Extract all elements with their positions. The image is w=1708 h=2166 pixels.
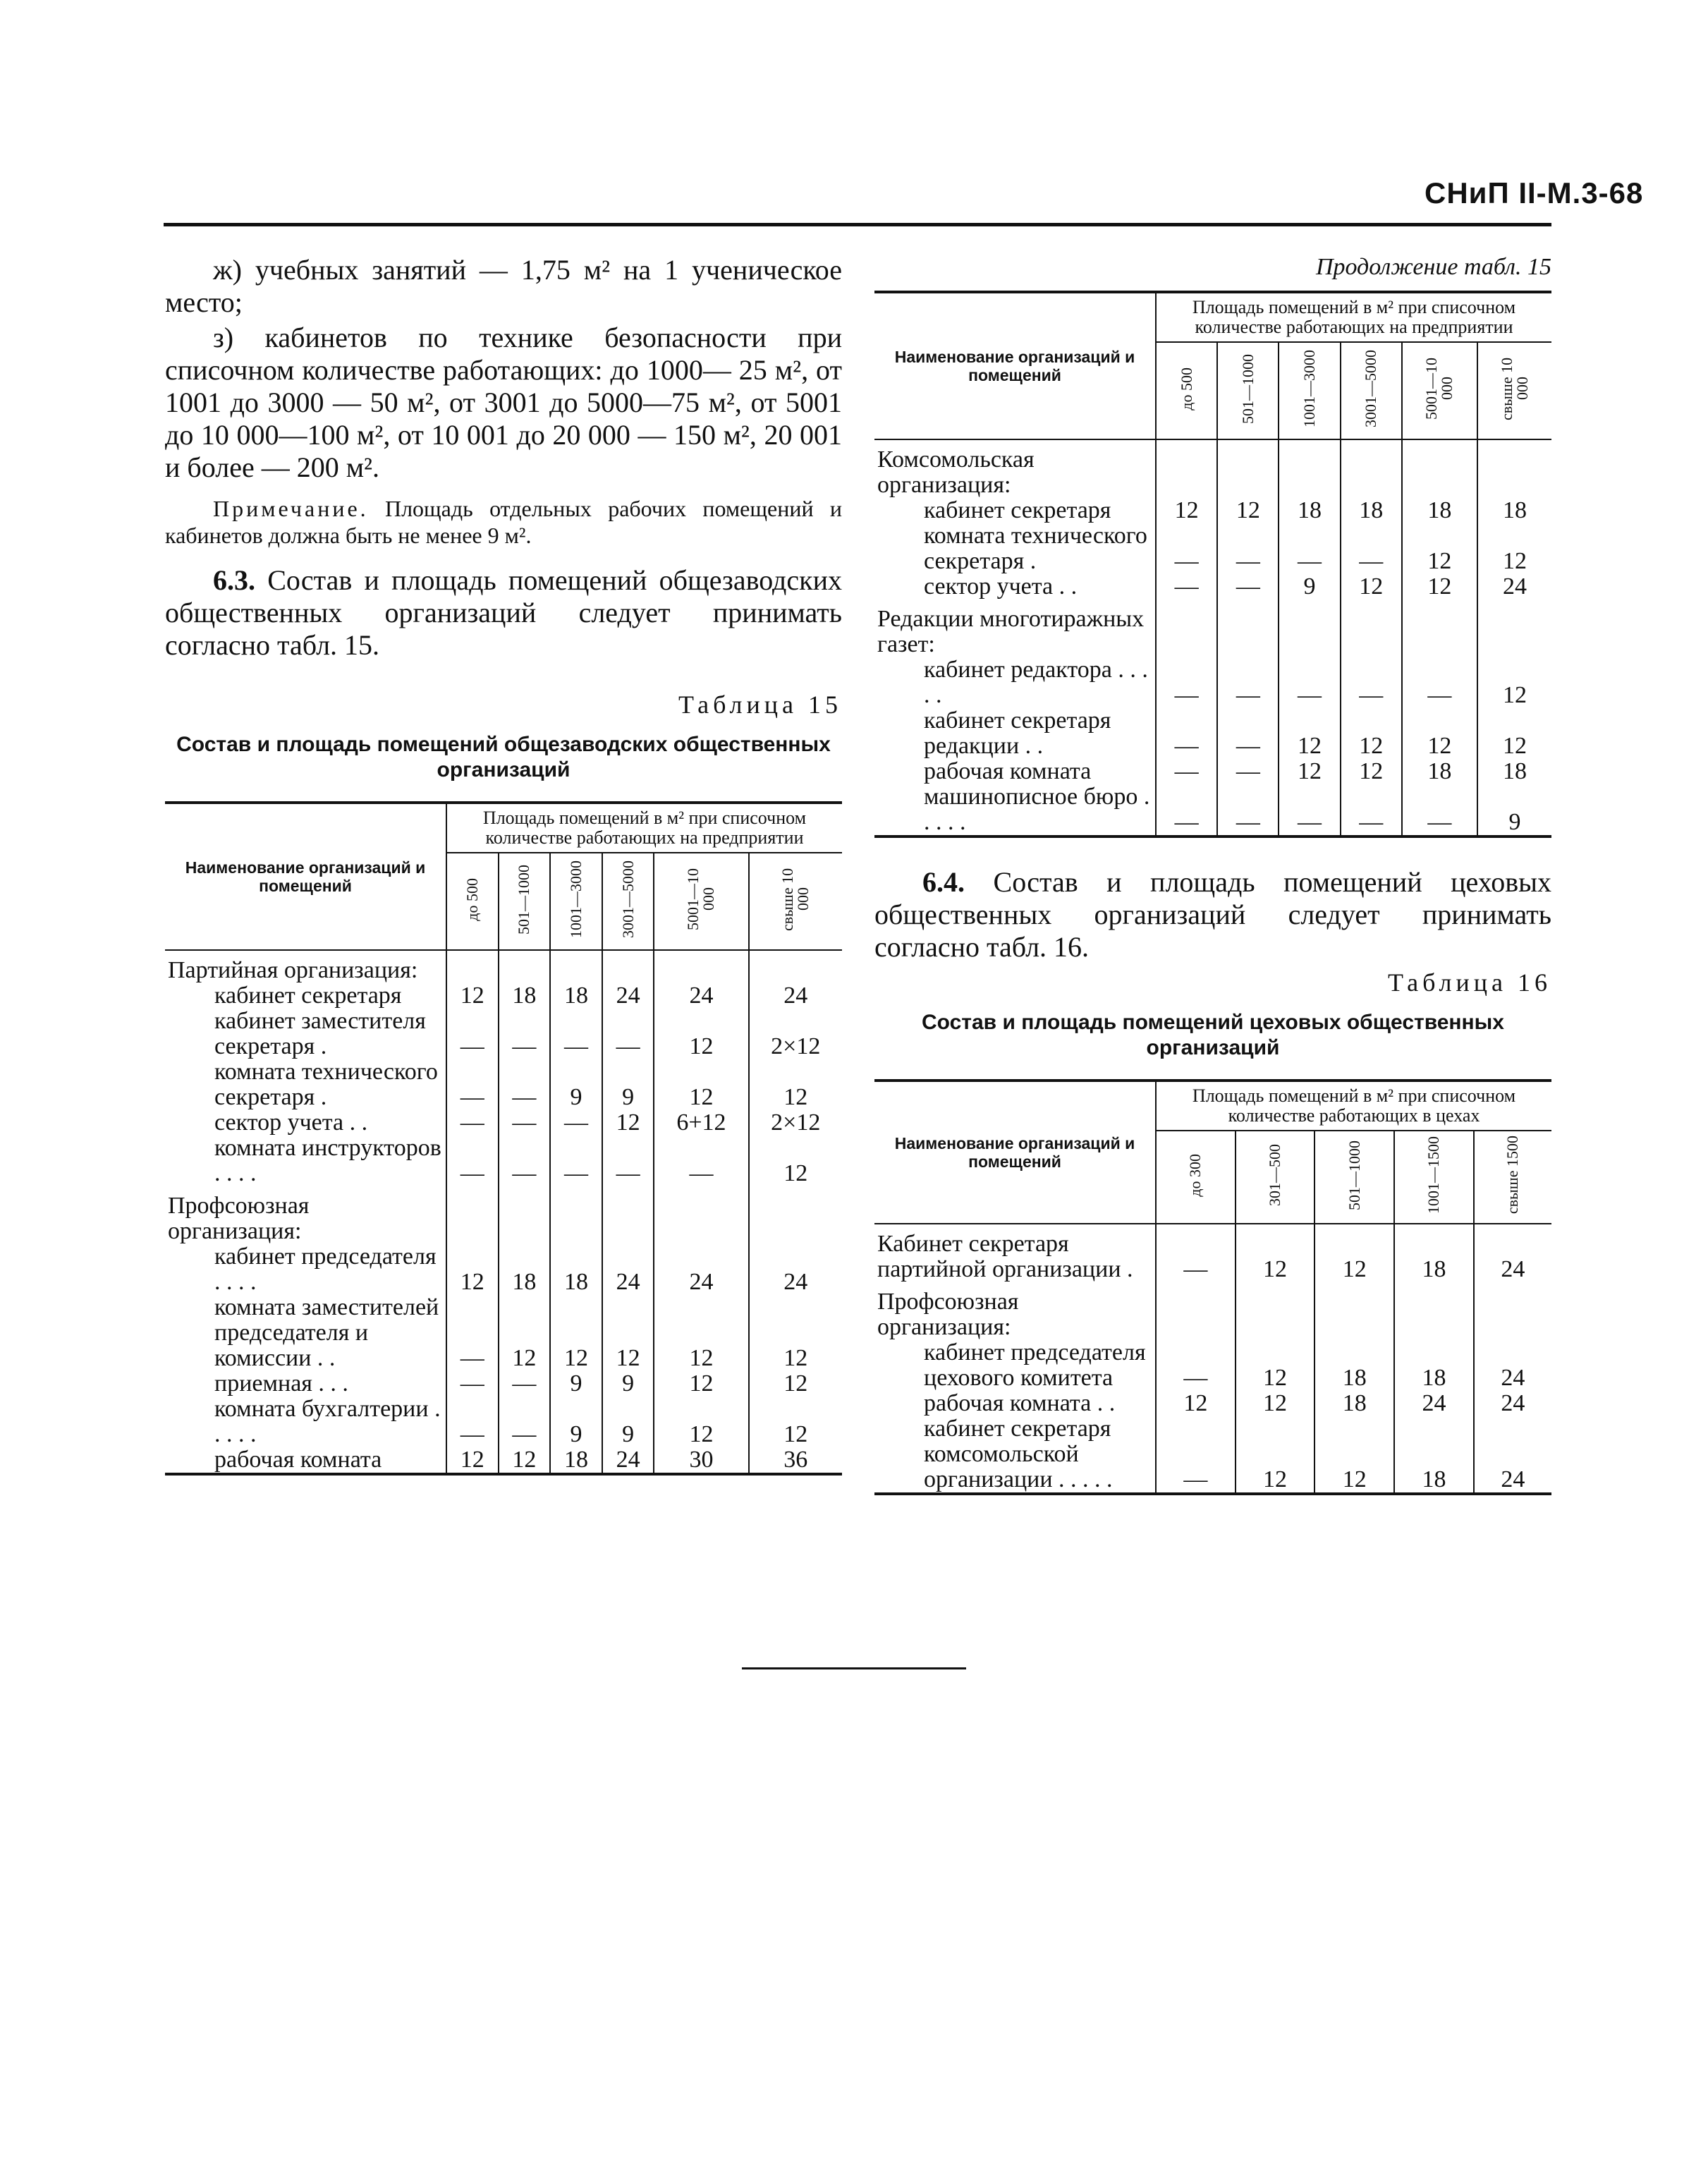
t15c-group-title: Редакции многотиражных газет: xyxy=(874,600,1156,657)
t15-row xyxy=(165,1059,842,1110)
table15c-col-group: Площадь помещений в м² при списочном количестве работающих на предприятии xyxy=(1156,292,1551,342)
t15-cell: 12 xyxy=(602,1110,654,1136)
para-z-text: з) кабинетов по технике безопасности при списочном количестве работающих: до 1000— 25 м², от 1001 до 3000 — 50 м², от 3001 до 5000—75 м², от 5001 до 10 000—100 м², от 10 001 до 20 000 — 150 м², 20 001 и более — 200 м². xyxy=(165,322,842,483)
t15-cell xyxy=(499,950,551,983)
t15c-range-label: 501—1000 xyxy=(1238,353,1257,424)
t16-cell: 24 xyxy=(1474,1416,1551,1494)
t15-cell: — xyxy=(499,1136,551,1186)
t15c-cell: 18 xyxy=(1341,498,1402,523)
t15-cell: 18 xyxy=(550,1244,602,1295)
t15-cell: 30 xyxy=(654,1447,748,1474)
t16-row-name: кабинет секретаря комсомольской организации . . . . . xyxy=(874,1416,1156,1494)
table15-label: Таблица 15 xyxy=(678,690,842,719)
t16-cell: 18 xyxy=(1314,1391,1394,1416)
t15c-cell xyxy=(1477,439,1551,498)
t15c-cell: 24 xyxy=(1477,574,1551,600)
t15-range-5 xyxy=(749,853,843,950)
t16-cell: 12 xyxy=(1236,1340,1315,1391)
t15-row xyxy=(165,1371,842,1397)
t15-cell: — xyxy=(654,1136,748,1186)
t15c-row-name: кабинет редактора . . . . . xyxy=(874,657,1156,708)
section-6-4 xyxy=(874,866,1551,963)
t16-range-1 xyxy=(1236,1131,1315,1224)
section-6-3-number: 6.3. xyxy=(213,564,255,596)
t15c-cell: 12 xyxy=(1156,498,1217,523)
t15c-cell: — xyxy=(1156,523,1217,574)
t16-cell: 18 xyxy=(1314,1340,1394,1391)
t15c-cell: 12 xyxy=(1402,708,1477,759)
t15-row-name: приемная . . . xyxy=(165,1371,446,1397)
table15c-body xyxy=(874,439,1551,836)
t15-cell: — xyxy=(602,1136,654,1186)
t15-cell: 12 xyxy=(654,1371,748,1397)
t16-cell: 12 xyxy=(1156,1391,1236,1416)
t15-cell: — xyxy=(499,1009,551,1059)
t15c-cell: 12 xyxy=(1402,523,1477,574)
t15-cell: — xyxy=(446,1110,499,1136)
t15c-row-name: сектор учета . . xyxy=(874,574,1156,600)
t15c-row xyxy=(874,574,1551,600)
t15-cell xyxy=(499,1186,551,1244)
t15c-cell xyxy=(1217,439,1279,498)
t16-cell: 12 xyxy=(1236,1391,1315,1416)
t16-cell: 18 xyxy=(1394,1224,1474,1282)
t16-range-label: 501—1000 xyxy=(1345,1140,1363,1210)
t15-cell: 12 xyxy=(654,1295,748,1371)
t15-cell xyxy=(654,950,748,983)
section-6-4-number: 6.4. xyxy=(922,866,965,898)
t15-cell: 12 xyxy=(749,1397,843,1447)
t16-row xyxy=(874,1416,1551,1494)
t15c-cell xyxy=(1217,600,1279,657)
t15c-cell: — xyxy=(1217,759,1279,784)
t15-cell xyxy=(749,1186,843,1244)
t15c-range-label: 5001—10 000 xyxy=(1422,358,1456,420)
t15c-row-name: рабочая комната xyxy=(874,759,1156,784)
t15-cell: 24 xyxy=(654,983,748,1009)
t15-row xyxy=(165,1447,842,1474)
t15-range-label: 1001—3000 xyxy=(566,860,585,938)
t15-cell: 9 xyxy=(550,1059,602,1110)
t16-cell: 24 xyxy=(1474,1340,1551,1391)
t16-range-0 xyxy=(1156,1131,1236,1224)
t15c-cell xyxy=(1477,600,1551,657)
left-column xyxy=(165,254,842,1476)
t15c-cell: — xyxy=(1402,784,1477,836)
t15-cell: — xyxy=(446,1009,499,1059)
t15-cell: 24 xyxy=(749,983,843,1009)
t15-cell: — xyxy=(446,1397,499,1447)
t15-range-label: до 500 xyxy=(463,877,481,921)
t15-row-name: сектор учета . . xyxy=(165,1110,446,1136)
t15-cell: 12 xyxy=(499,1447,551,1474)
t16-cell: 18 xyxy=(1394,1416,1474,1494)
t15c-cell: — xyxy=(1217,708,1279,759)
table15c-col-name: Наименование организаций и помещений xyxy=(874,292,1156,439)
t15-cell: 9 xyxy=(602,1059,654,1110)
t15-group-row xyxy=(165,950,842,983)
t15-row-name: кабинет председателя . . . . xyxy=(165,1244,446,1295)
t15-cell: 9 xyxy=(550,1371,602,1397)
t15-cell xyxy=(550,1186,602,1244)
t16-range-label: свыше 1500 xyxy=(1503,1136,1522,1215)
t15-cell: 12 xyxy=(654,1059,748,1110)
t15-cell: 18 xyxy=(499,1244,551,1295)
t16-cell: 12 xyxy=(1236,1416,1315,1494)
t16-cell: 12 xyxy=(1314,1224,1394,1282)
t15-cell: — xyxy=(446,1371,499,1397)
t15c-range-1 xyxy=(1217,342,1279,439)
table16-col-name: Наименование организаций и помещений xyxy=(874,1081,1156,1224)
t16-row xyxy=(874,1340,1551,1391)
t16-row xyxy=(874,1224,1551,1282)
t15-row-name: комната инструкторов . . . . xyxy=(165,1136,446,1186)
t15-range-1 xyxy=(499,853,551,950)
t15-cell: 12 xyxy=(602,1295,654,1371)
table16-body xyxy=(874,1224,1551,1494)
t15-cell xyxy=(654,1186,748,1244)
section-6-3 xyxy=(165,564,842,662)
t15c-cell: 18 xyxy=(1279,498,1340,523)
t16-cell: — xyxy=(1156,1340,1236,1391)
t15-cell: 9 xyxy=(602,1371,654,1397)
t15c-range-label: свыше 10 000 xyxy=(1497,357,1531,420)
t16-range-4 xyxy=(1474,1131,1551,1224)
t15-cell: 24 xyxy=(602,983,654,1009)
t16-range-3 xyxy=(1394,1131,1474,1224)
t15-row-name: кабинет секретаря xyxy=(165,983,446,1009)
t15-row xyxy=(165,1397,842,1447)
t15c-cell xyxy=(1156,439,1217,498)
t15c-cell: — xyxy=(1279,657,1340,708)
t15-range-4 xyxy=(654,853,748,950)
table15-continuation-label: Продолжение табл. 15 xyxy=(1315,254,1551,280)
t15c-cell xyxy=(1156,600,1217,657)
para-zh-text: ж) учебных занятий — 1,75 м² на 1 ученическое место; xyxy=(165,254,842,318)
t15c-cell: — xyxy=(1402,657,1477,708)
t15-group-row xyxy=(165,1186,842,1244)
t15-cell xyxy=(749,950,843,983)
t15-cell xyxy=(446,1186,499,1244)
table15-title: Состав и площадь помещений общезаводских общественных организаций xyxy=(176,733,831,781)
table16-col-group: Площадь помещений в м² при списочном количестве работающих в цехах xyxy=(1156,1081,1551,1131)
t15-cell: — xyxy=(602,1009,654,1059)
t15-cell: 24 xyxy=(749,1244,843,1295)
t16-cell xyxy=(1394,1282,1474,1340)
t15-cell: 18 xyxy=(550,983,602,1009)
t15-range-label: свыше 10 000 xyxy=(779,868,812,931)
t16-cell xyxy=(1474,1282,1551,1340)
t15-cell: — xyxy=(499,1059,551,1110)
t15-cell: 18 xyxy=(550,1447,602,1474)
t16-cell xyxy=(1314,1282,1394,1340)
t15-range-2 xyxy=(550,853,602,950)
t15-cell: 2×12 xyxy=(749,1110,843,1136)
t15c-range-label: 3001—5000 xyxy=(1362,350,1380,427)
t15c-cell xyxy=(1402,439,1477,498)
t15c-cell: — xyxy=(1341,523,1402,574)
t15c-cell: 12 xyxy=(1477,523,1551,574)
section-6-3-text: Состав и площадь помещений общезаводских общественных организаций следует принимать согласно табл. 15. xyxy=(165,564,843,661)
t16-cell: 12 xyxy=(1314,1416,1394,1494)
t16-cell: 24 xyxy=(1474,1391,1551,1416)
note xyxy=(165,495,842,549)
t16-group-row xyxy=(874,1282,1551,1340)
t15-row xyxy=(165,1009,842,1059)
t15-row xyxy=(165,1136,842,1186)
t15c-cell: — xyxy=(1341,657,1402,708)
t15c-cell xyxy=(1279,600,1340,657)
table15-continuation xyxy=(874,291,1551,838)
t15-range-label: 5001—10 000 xyxy=(684,868,718,930)
t15c-cell: 12 xyxy=(1217,498,1279,523)
t15-cell: 12 xyxy=(446,1244,499,1295)
t15c-cell: — xyxy=(1156,784,1217,836)
t15c-cell: — xyxy=(1156,574,1217,600)
t16-group-title: Профсоюзная организация: xyxy=(874,1282,1156,1340)
t15-row-name: рабочая комната xyxy=(165,1447,446,1474)
t16-row-name: Кабинет секретаря партийной организации . xyxy=(874,1224,1156,1282)
t15c-cell: — xyxy=(1279,784,1340,836)
t15c-cell: 12 xyxy=(1279,708,1340,759)
t15c-range-label: до 500 xyxy=(1177,367,1195,410)
t15-cell: 12 xyxy=(654,1009,748,1059)
t15-cell xyxy=(446,950,499,983)
t15c-cell: 12 xyxy=(1341,759,1402,784)
t15c-cell: — xyxy=(1156,708,1217,759)
t15c-group-row xyxy=(874,600,1551,657)
t15-row-name: комната бухгалтерии . . . . . xyxy=(165,1397,446,1447)
t15c-cell: — xyxy=(1279,523,1340,574)
t15-cell: — xyxy=(499,1397,551,1447)
t15-cell: — xyxy=(550,1009,602,1059)
note-text: Площадь отдельных рабочих помещений и кабинетов должна быть не менее 9 м². xyxy=(165,496,842,548)
t15c-cell: 9 xyxy=(1477,784,1551,836)
table15-body xyxy=(165,950,842,1474)
end-rule xyxy=(742,1667,966,1669)
t15c-row-name: кабинет секретаря xyxy=(874,498,1156,523)
t15-cell: 9 xyxy=(602,1397,654,1447)
t15-row-name: комната технического секретаря . xyxy=(165,1059,446,1110)
t15c-row xyxy=(874,708,1551,759)
t15c-cell: — xyxy=(1217,657,1279,708)
t16-range-label: до 300 xyxy=(1186,1153,1204,1197)
t15-cell: 36 xyxy=(749,1447,843,1474)
table15-col-group: Площадь помещений в м² при списочном количестве работающих на предприятии xyxy=(446,803,842,853)
t15-cell: 12 xyxy=(499,1295,551,1371)
t15-row-name: кабинет заместителя секретаря . xyxy=(165,1009,446,1059)
t15c-cell: 12 xyxy=(1477,657,1551,708)
t15-row xyxy=(165,1244,842,1295)
t15-group-title: Партийная организация: xyxy=(165,950,446,983)
t15-range-label: 3001—5000 xyxy=(618,860,637,938)
t15-cell: — xyxy=(499,1110,551,1136)
t15-cell: — xyxy=(550,1136,602,1186)
t15-cell: — xyxy=(446,1136,499,1186)
t15-cell: — xyxy=(499,1371,551,1397)
t15-cell: 2×12 xyxy=(749,1009,843,1059)
t15c-row-name: комната технического секретаря . xyxy=(874,523,1156,574)
t15c-cell: — xyxy=(1156,657,1217,708)
t16-row xyxy=(874,1391,1551,1416)
t15-row xyxy=(165,1295,842,1371)
table16 xyxy=(874,1079,1551,1495)
t15-group-title: Профсоюзная организация: xyxy=(165,1186,446,1244)
t15-cell: — xyxy=(446,1295,499,1371)
t15-cell xyxy=(550,950,602,983)
t15c-cell xyxy=(1279,439,1340,498)
t16-cell: 18 xyxy=(1394,1340,1474,1391)
t16-cell: — xyxy=(1156,1224,1236,1282)
t15-cell: — xyxy=(446,1059,499,1110)
t15c-row xyxy=(874,498,1551,523)
t15c-cell: 12 xyxy=(1402,574,1477,600)
t15c-row xyxy=(874,784,1551,836)
t15-range-label: 501—1000 xyxy=(515,864,533,935)
table15 xyxy=(165,801,842,1476)
t16-cell: — xyxy=(1156,1416,1236,1494)
t16-row-name: рабочая комната . . xyxy=(874,1391,1156,1416)
t15-cell: 12 xyxy=(654,1397,748,1447)
t15c-range-5 xyxy=(1477,342,1551,439)
t15c-cell xyxy=(1402,600,1477,657)
right-column xyxy=(874,254,1551,1495)
note-label: Примечание. xyxy=(213,496,369,521)
t15-cell: 18 xyxy=(499,983,551,1009)
t15c-range-0 xyxy=(1156,342,1217,439)
t15-cell: 12 xyxy=(446,1447,499,1474)
t16-cell xyxy=(1236,1282,1315,1340)
t15-cell: 6+12 xyxy=(654,1110,748,1136)
para-z xyxy=(165,322,842,484)
t15c-row-name: машинописное бюро . . . . . xyxy=(874,784,1156,836)
t15c-row-name: кабинет секретаря редакции . . xyxy=(874,708,1156,759)
t15c-cell: 18 xyxy=(1477,498,1551,523)
t15c-cell: — xyxy=(1217,523,1279,574)
t15c-cell xyxy=(1341,439,1402,498)
t15-row xyxy=(165,983,842,1009)
t15-row xyxy=(165,1110,842,1136)
t15-cell: 12 xyxy=(749,1371,843,1397)
t15-cell: 24 xyxy=(654,1244,748,1295)
t15-cell xyxy=(602,1186,654,1244)
t15c-cell: 12 xyxy=(1341,574,1402,600)
t15c-row xyxy=(874,759,1551,784)
t15-cell: 12 xyxy=(749,1295,843,1371)
t15c-range-2 xyxy=(1279,342,1340,439)
t15c-cell xyxy=(1341,600,1402,657)
t15-cell: 24 xyxy=(602,1244,654,1295)
table16-title: Состав и площадь помещений цеховых общественных организаций xyxy=(922,1011,1504,1059)
t15c-cell: 12 xyxy=(1341,708,1402,759)
t15-row-name: комната заместителей председателя и комиссии . . xyxy=(165,1295,446,1371)
t15c-row xyxy=(874,657,1551,708)
t15c-group-title: Комсомольская организация: xyxy=(874,439,1156,498)
t15-cell: 12 xyxy=(550,1295,602,1371)
t15-cell xyxy=(602,950,654,983)
t16-cell xyxy=(1156,1282,1236,1340)
t15-cell: — xyxy=(550,1110,602,1136)
header-rule xyxy=(164,223,1551,226)
t16-range-label: 1001—1500 xyxy=(1425,1136,1443,1214)
t15c-cell: 12 xyxy=(1279,759,1340,784)
t15c-row xyxy=(874,523,1551,574)
t15c-range-4 xyxy=(1402,342,1477,439)
t15-cell: 12 xyxy=(446,983,499,1009)
t15c-cell: 18 xyxy=(1477,759,1551,784)
t15-range-0 xyxy=(446,853,499,950)
t15c-cell: 12 xyxy=(1477,708,1551,759)
t16-row-name: кабинет председателя цехового комитета xyxy=(874,1340,1156,1391)
t15c-cell: — xyxy=(1156,759,1217,784)
t15c-cell: 9 xyxy=(1279,574,1340,600)
document-code: СНиП II-М.3-68 xyxy=(1425,176,1644,209)
t16-cell: 24 xyxy=(1394,1391,1474,1416)
t15-cell: 24 xyxy=(602,1447,654,1474)
t15c-cell: 18 xyxy=(1402,498,1477,523)
t15c-cell: 18 xyxy=(1402,759,1477,784)
t15-cell: 12 xyxy=(749,1059,843,1110)
t16-range-label: 301—500 xyxy=(1266,1144,1284,1206)
table15-col-name: Наименование организаций и помещений xyxy=(165,803,446,950)
t15-cell: 12 xyxy=(749,1136,843,1186)
t15c-cell: — xyxy=(1217,574,1279,600)
t15c-range-label: 1001—3000 xyxy=(1300,350,1319,427)
t15c-group-row xyxy=(874,439,1551,498)
t16-range-2 xyxy=(1314,1131,1394,1224)
t15-range-3 xyxy=(602,853,654,950)
table16-label: Таблица 16 xyxy=(1388,968,1551,997)
t15c-cell: — xyxy=(1217,784,1279,836)
t15-cell: 9 xyxy=(550,1397,602,1447)
t15c-range-3 xyxy=(1341,342,1402,439)
para-zh xyxy=(165,254,842,319)
t16-cell: 12 xyxy=(1236,1224,1315,1282)
t15c-cell: — xyxy=(1341,784,1402,836)
section-6-4-text: Состав и площадь помещений цеховых общественных организаций следует принимать согласно табл. 16. xyxy=(874,866,1552,963)
t16-cell: 24 xyxy=(1474,1224,1551,1282)
